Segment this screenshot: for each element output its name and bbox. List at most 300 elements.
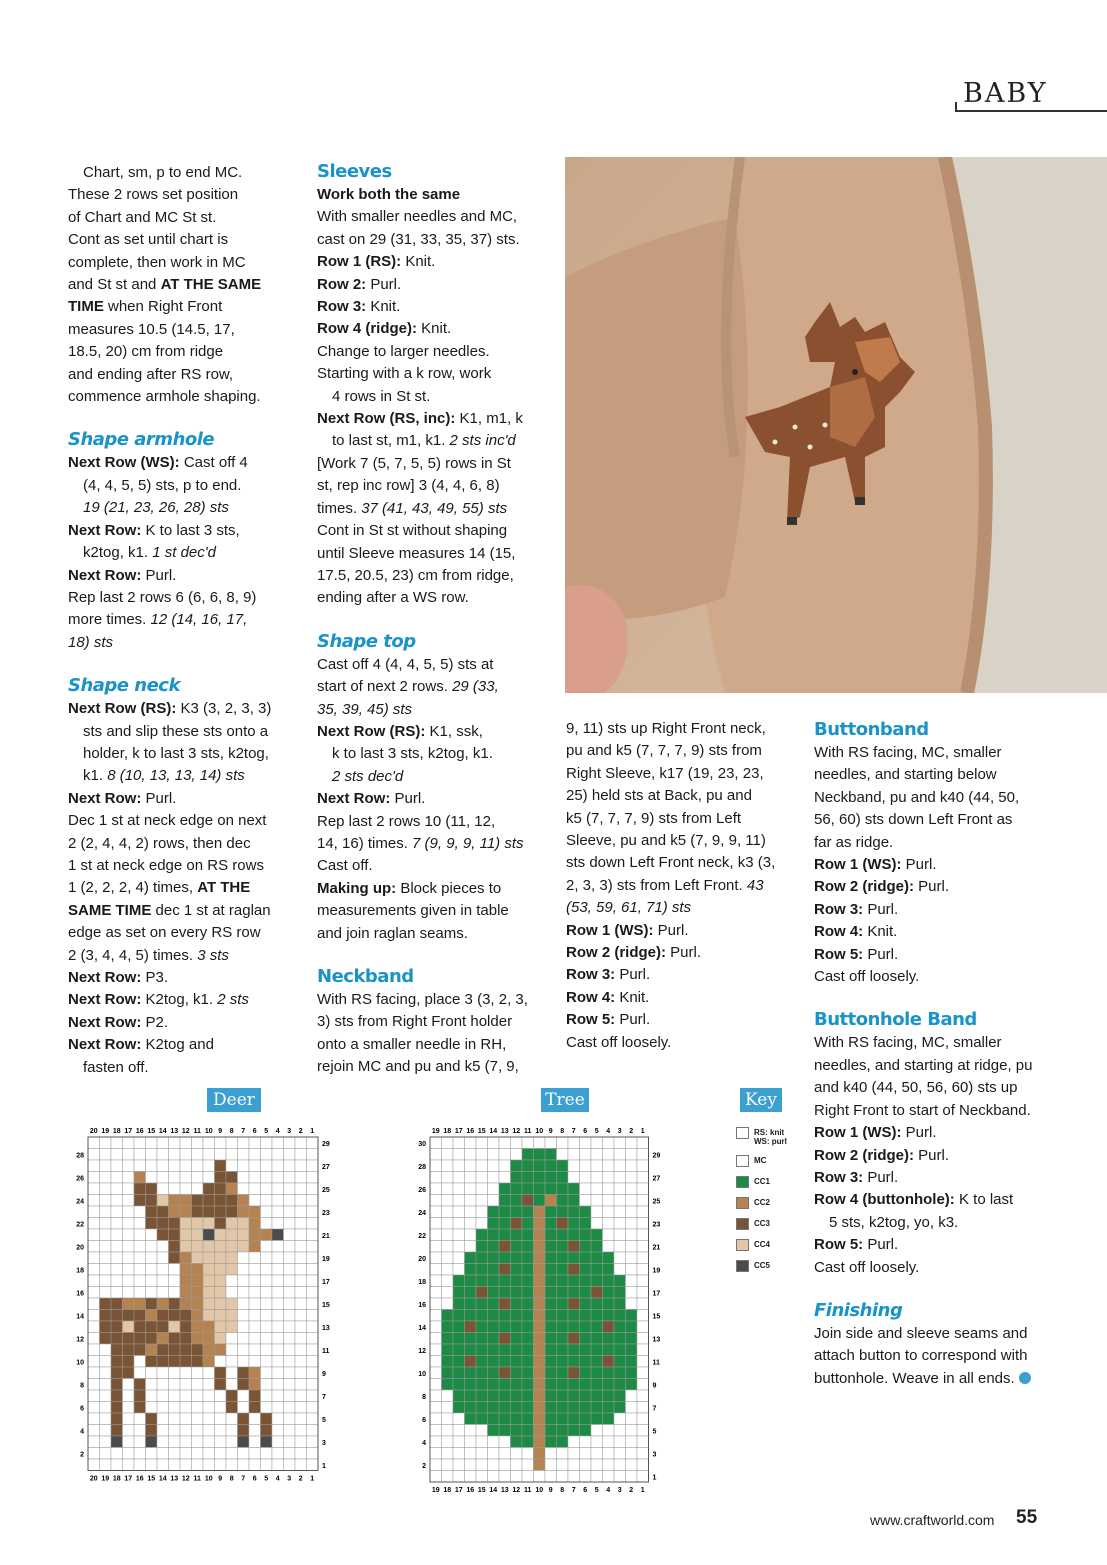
chart-cell <box>522 1229 534 1241</box>
chart-cell <box>430 1241 442 1253</box>
footer-url: www.craftworld.com <box>870 1512 995 1528</box>
chart-cell <box>249 1298 261 1310</box>
text-line: start of next 2 rows. 29 (33, <box>317 678 499 696</box>
column-number: 17 <box>124 1475 133 1483</box>
chart-cell <box>442 1137 454 1149</box>
chart-cell <box>626 1252 638 1264</box>
column-number: 16 <box>135 1128 144 1135</box>
column-number: 14 <box>158 1128 167 1135</box>
chart-cell <box>557 1379 569 1391</box>
chart-cell <box>169 1448 181 1460</box>
chart-cell <box>465 1425 477 1437</box>
chart-cell <box>614 1241 626 1253</box>
chart-cell <box>111 1367 123 1379</box>
chart-cell <box>100 1252 112 1264</box>
chart-cell <box>545 1183 557 1195</box>
chart-cell <box>568 1298 580 1310</box>
chart-cell <box>100 1413 112 1425</box>
chart-cell <box>272 1402 284 1414</box>
chart-cell <box>568 1413 580 1425</box>
text-line: Row 5: Purl. <box>814 1236 899 1254</box>
chart-cell <box>295 1425 307 1437</box>
chart-cell <box>453 1448 465 1460</box>
chart-cell <box>215 1241 227 1253</box>
chart-cell <box>591 1160 603 1172</box>
chart-cell <box>591 1390 603 1402</box>
chart-cell <box>522 1344 534 1356</box>
chart-cell <box>272 1459 284 1471</box>
column-number: 6 <box>252 1128 257 1135</box>
text-line: 2 (2, 4, 4, 2) rows, then dec <box>68 834 251 852</box>
chart-cell <box>453 1264 465 1276</box>
chart-cell <box>100 1390 112 1402</box>
column-number: 10 <box>204 1475 213 1483</box>
chart-cell <box>626 1195 638 1207</box>
chart-cell <box>307 1218 319 1230</box>
chart-cell <box>226 1195 238 1207</box>
chart-cell <box>522 1459 534 1471</box>
chart-cell <box>111 1356 123 1368</box>
chart-cell <box>157 1333 169 1345</box>
chart-cell <box>545 1471 557 1483</box>
chart-cell <box>499 1264 511 1276</box>
text-line: Starting with a k row, work <box>317 365 492 383</box>
chart-cell <box>261 1425 273 1437</box>
chart-cell <box>465 1149 477 1161</box>
chart-cell <box>499 1275 511 1287</box>
text-line: With RS facing, MC, smaller <box>814 1034 1002 1052</box>
chart-cell <box>442 1333 454 1345</box>
chart-cell <box>111 1344 123 1356</box>
chart-cell <box>545 1402 557 1414</box>
chart-cell <box>146 1206 158 1218</box>
text-line: Row 1 (RS): Knit. <box>317 253 436 271</box>
column-number: 20 <box>89 1475 98 1483</box>
chart-cell <box>123 1264 135 1276</box>
chart-cell <box>442 1425 454 1437</box>
chart-cell <box>192 1344 204 1356</box>
chart-cell <box>534 1218 546 1230</box>
chart-cell <box>111 1183 123 1195</box>
chart-cell <box>430 1425 442 1437</box>
key-swatch <box>736 1218 749 1230</box>
text-line: Join side and sleeve seams and <box>814 1324 1028 1342</box>
chart-cell <box>123 1367 135 1379</box>
chart-cell <box>123 1310 135 1322</box>
chart-cell <box>238 1459 250 1471</box>
chart-cell <box>453 1344 465 1356</box>
chart-cell <box>169 1137 181 1149</box>
chart-cell <box>157 1229 169 1241</box>
chart-cell <box>465 1367 477 1379</box>
chart-cell <box>488 1390 500 1402</box>
chart-cell <box>545 1298 557 1310</box>
chart-cell <box>534 1425 546 1437</box>
chart-cell <box>123 1287 135 1299</box>
chart-cell <box>238 1448 250 1460</box>
chart-cell <box>238 1333 250 1345</box>
heading-buttonband: Buttonband <box>814 719 929 740</box>
chart-cell <box>522 1287 534 1299</box>
chart-cell <box>465 1471 477 1483</box>
heading-buttonhole-band: Buttonhole Band <box>814 1009 977 1031</box>
chart-cell <box>134 1229 146 1241</box>
chart-cell <box>476 1218 488 1230</box>
chart-cell <box>476 1402 488 1414</box>
chart-cell <box>557 1298 569 1310</box>
chart-cell <box>488 1298 500 1310</box>
chart-cell <box>284 1229 296 1241</box>
text-line: Row 1 (WS): Purl. <box>814 1124 937 1142</box>
column-number: 3 <box>617 1487 622 1494</box>
chart-cell <box>534 1137 546 1149</box>
chart-cell <box>203 1344 215 1356</box>
chart-cell <box>272 1367 284 1379</box>
chart-cell <box>476 1195 488 1207</box>
chart-cell <box>100 1287 112 1299</box>
row-number: 9 <box>322 1370 326 1378</box>
chart-cell <box>626 1149 638 1161</box>
text-line: onto a smaller needle in RH, <box>317 1035 507 1053</box>
chart-cell <box>284 1241 296 1253</box>
chart-cell <box>307 1425 319 1437</box>
text-line: 25) held sts at Back, pu and <box>566 787 752 805</box>
row-number: 29 <box>322 1140 330 1148</box>
column-number: 20 <box>89 1128 98 1135</box>
chart-cell <box>169 1183 181 1195</box>
chart-cell <box>430 1310 442 1322</box>
heading-neckband: Neckband <box>317 966 414 987</box>
chart-cell <box>123 1252 135 1264</box>
chart-cell <box>534 1287 546 1299</box>
chart-cell <box>488 1264 500 1276</box>
chart-cell <box>614 1367 626 1379</box>
chart-cell <box>626 1172 638 1184</box>
chart-cell <box>511 1172 523 1184</box>
chart-cell <box>272 1436 284 1448</box>
chart-cell <box>238 1379 250 1391</box>
chart-cell <box>295 1459 307 1471</box>
chart-cell <box>307 1367 319 1379</box>
chart-cell <box>511 1183 523 1195</box>
chart-cell <box>307 1413 319 1425</box>
column-number: 15 <box>477 1487 486 1494</box>
chart-cell <box>568 1229 580 1241</box>
chart-cell <box>169 1436 181 1448</box>
chart-cell <box>307 1436 319 1448</box>
yarn-ball-icon <box>1019 1372 1031 1384</box>
chart-cell <box>157 1149 169 1161</box>
chart-cell <box>557 1459 569 1471</box>
chart-cell <box>442 1344 454 1356</box>
chart-cell <box>157 1448 169 1460</box>
chart-cell <box>522 1195 534 1207</box>
chart-cell <box>88 1183 100 1195</box>
chart-cell <box>534 1149 546 1161</box>
row-number: 22 <box>76 1221 84 1229</box>
chart-cell <box>249 1287 261 1299</box>
column-number: 9 <box>218 1475 223 1483</box>
chart-cell <box>580 1448 592 1460</box>
chart-cell <box>465 1402 477 1414</box>
chart-cell <box>476 1298 488 1310</box>
chart-cell <box>100 1425 112 1437</box>
column-number: 19 <box>431 1487 440 1494</box>
text-line: 19 (21, 23, 26, 28) sts <box>83 499 229 517</box>
chart-cell <box>637 1172 649 1184</box>
chart-cell <box>614 1333 626 1345</box>
chart-cell <box>180 1436 192 1448</box>
column-number: 13 <box>500 1128 509 1135</box>
chart-cell <box>134 1436 146 1448</box>
chart-cell <box>430 1287 442 1299</box>
chart-cell <box>430 1356 442 1368</box>
chart-cell <box>534 1229 546 1241</box>
chart-cell <box>476 1413 488 1425</box>
text-line: Next Row (RS): K3 (3, 2, 3, 3) <box>68 700 272 718</box>
chart-cell <box>465 1448 477 1460</box>
chart-cell <box>603 1137 615 1149</box>
chart-cell <box>203 1367 215 1379</box>
chart-cell <box>545 1241 557 1253</box>
chart-cell <box>626 1471 638 1483</box>
chart-cell <box>476 1333 488 1345</box>
chart-cell <box>614 1172 626 1184</box>
chart-cell <box>192 1195 204 1207</box>
chart-cell <box>261 1275 273 1287</box>
chart-cell <box>203 1298 215 1310</box>
chart-cell <box>272 1333 284 1345</box>
chart-cell <box>192 1172 204 1184</box>
chart-cell <box>307 1344 319 1356</box>
chart-cell <box>261 1390 273 1402</box>
chart-cell <box>591 1471 603 1483</box>
chart-cell <box>476 1183 488 1195</box>
chart-cell <box>123 1425 135 1437</box>
chart-cell <box>580 1344 592 1356</box>
text-line: Cast off. <box>317 857 373 875</box>
chart-cell <box>249 1183 261 1195</box>
chart-cell <box>545 1160 557 1172</box>
chart-cell <box>249 1310 261 1322</box>
chart-cell <box>261 1252 273 1264</box>
chart-cell <box>180 1310 192 1322</box>
chart-cell <box>442 1172 454 1184</box>
text-line: attach button to correspond with <box>814 1347 1028 1365</box>
text-line: Cont in St st without shaping <box>317 522 508 540</box>
chart-cell <box>180 1367 192 1379</box>
chart-cell <box>226 1287 238 1299</box>
column-number: 4 <box>275 1128 280 1135</box>
text-line: Row 5: Purl. <box>566 1011 651 1029</box>
chart-cell <box>580 1160 592 1172</box>
chart-cell <box>146 1448 158 1460</box>
chart-cell <box>238 1218 250 1230</box>
chart-cell <box>637 1390 649 1402</box>
chart-cell <box>637 1264 649 1276</box>
chart-cell <box>603 1344 615 1356</box>
chart-cell <box>488 1436 500 1448</box>
chart-cell <box>522 1172 534 1184</box>
chart-cell <box>637 1218 649 1230</box>
chart-cell <box>488 1471 500 1483</box>
chart-cell <box>123 1275 135 1287</box>
chart-cell <box>157 1252 169 1264</box>
chart-cell <box>430 1137 442 1149</box>
chart-cell <box>88 1206 100 1218</box>
chart-cell <box>488 1252 500 1264</box>
chart-cell <box>123 1459 135 1471</box>
chart-cell <box>295 1413 307 1425</box>
chart-cell <box>284 1275 296 1287</box>
chart-cell <box>272 1448 284 1460</box>
chart-cell <box>522 1206 534 1218</box>
chart-cell <box>203 1241 215 1253</box>
chart-cell <box>442 1149 454 1161</box>
chart-cell <box>591 1149 603 1161</box>
chart-cell <box>603 1379 615 1391</box>
text-line: Work both the same <box>317 186 461 203</box>
deer-chart <box>65 1115 405 1485</box>
chart-cell <box>580 1390 592 1402</box>
chart-cell <box>146 1402 158 1414</box>
chart-cell <box>192 1321 204 1333</box>
chart-cell <box>603 1356 615 1368</box>
chart-cell <box>442 1264 454 1276</box>
chart-cell <box>111 1264 123 1276</box>
chart-cell <box>534 1298 546 1310</box>
chart-cell <box>272 1160 284 1172</box>
chart-cell <box>284 1425 296 1437</box>
chart-cell <box>249 1448 261 1460</box>
chart-cell <box>442 1402 454 1414</box>
chart-cell <box>580 1183 592 1195</box>
chart-cell <box>499 1321 511 1333</box>
chart-cell <box>100 1195 112 1207</box>
chart-cell <box>134 1298 146 1310</box>
chart-cell <box>249 1252 261 1264</box>
text-line: k5 (7, 7, 7, 9) sts from Left <box>566 809 742 827</box>
text-line: With smaller needles and MC, <box>317 208 518 226</box>
chart-cell <box>295 1183 307 1195</box>
chart-cell <box>545 1333 557 1345</box>
chart-cell <box>284 1413 296 1425</box>
chart-cell <box>192 1367 204 1379</box>
chart-cell <box>146 1195 158 1207</box>
row-number: 7 <box>322 1393 326 1401</box>
chart-cell <box>614 1425 626 1437</box>
chart-cell <box>180 1356 192 1368</box>
chart-cell <box>557 1275 569 1287</box>
chart-cell <box>637 1367 649 1379</box>
chart-cell <box>557 1344 569 1356</box>
chart-cell <box>123 1137 135 1149</box>
chart-cell <box>203 1436 215 1448</box>
chart-cell <box>465 1379 477 1391</box>
chart-cell <box>614 1206 626 1218</box>
chart-cell <box>284 1149 296 1161</box>
chart-cell <box>180 1241 192 1253</box>
chart-cell <box>157 1206 169 1218</box>
chart-cell <box>203 1275 215 1287</box>
chart-cell <box>499 1287 511 1299</box>
chart-cell <box>476 1160 488 1172</box>
chart-cell <box>134 1425 146 1437</box>
text-line: Cast off loosely. <box>566 1033 672 1051</box>
row-number: 22 <box>418 1232 426 1240</box>
chart-cell <box>442 1379 454 1391</box>
chart-cell <box>111 1252 123 1264</box>
chart-cell <box>111 1390 123 1402</box>
chart-cell <box>123 1413 135 1425</box>
column-number: 9 <box>218 1128 223 1135</box>
column-number: 10 <box>535 1128 544 1135</box>
chart-cell <box>488 1183 500 1195</box>
chart-cell <box>476 1471 488 1483</box>
chart-cell <box>134 1195 146 1207</box>
chart-cell <box>591 1172 603 1184</box>
chart-cell <box>169 1160 181 1172</box>
chart-cell <box>261 1356 273 1368</box>
column-number: 11 <box>193 1475 201 1483</box>
chart-cell <box>203 1425 215 1437</box>
column-number: 19 <box>101 1128 110 1135</box>
text-line: sts down Left Front neck, k3 (3, <box>566 854 776 872</box>
chart-cell <box>169 1275 181 1287</box>
chart-cell <box>88 1195 100 1207</box>
text-line: These 2 rows set position <box>68 186 239 204</box>
chart-cell <box>626 1298 638 1310</box>
text-line: Row 4: Knit. <box>814 923 898 941</box>
chart-cell <box>134 1287 146 1299</box>
chart-cell <box>488 1275 500 1287</box>
text-line: far as ridge. <box>814 833 894 851</box>
chart-cell <box>215 1275 227 1287</box>
chart-cell <box>442 1252 454 1264</box>
chart-cell <box>511 1333 523 1345</box>
chart-cell <box>203 1252 215 1264</box>
chart-cell <box>100 1229 112 1241</box>
chart-cell <box>169 1402 181 1414</box>
text-line: Cast off loosely. <box>814 1258 920 1276</box>
column-number: 12 <box>181 1475 190 1483</box>
chart-cell <box>180 1425 192 1437</box>
chart-cell <box>557 1137 569 1149</box>
chart-cell <box>261 1183 273 1195</box>
chart-cell <box>261 1402 273 1414</box>
chart-cell <box>511 1471 523 1483</box>
column-number: 9 <box>548 1128 553 1135</box>
chart-cell <box>545 1321 557 1333</box>
chart-cell <box>192 1402 204 1414</box>
text-line: complete, then work in MC <box>68 253 246 271</box>
text-line: Next Row (WS): Cast off 4 <box>68 454 248 472</box>
chart-cell <box>499 1149 511 1161</box>
chart-cell <box>442 1195 454 1207</box>
chart-cell <box>545 1149 557 1161</box>
chart-cell <box>123 1448 135 1460</box>
chart-cell <box>580 1321 592 1333</box>
text-line: Row 2 (ridge): Purl. <box>566 944 702 962</box>
column-number: 7 <box>571 1128 576 1135</box>
text-line: (53, 59, 61, 71) sts <box>566 899 692 917</box>
chart-cell <box>215 1149 227 1161</box>
chart-cell <box>238 1298 250 1310</box>
chart-cell <box>499 1241 511 1253</box>
column-number: 12 <box>512 1128 521 1135</box>
column-number: 4 <box>606 1487 611 1494</box>
chart-cell <box>261 1149 273 1161</box>
